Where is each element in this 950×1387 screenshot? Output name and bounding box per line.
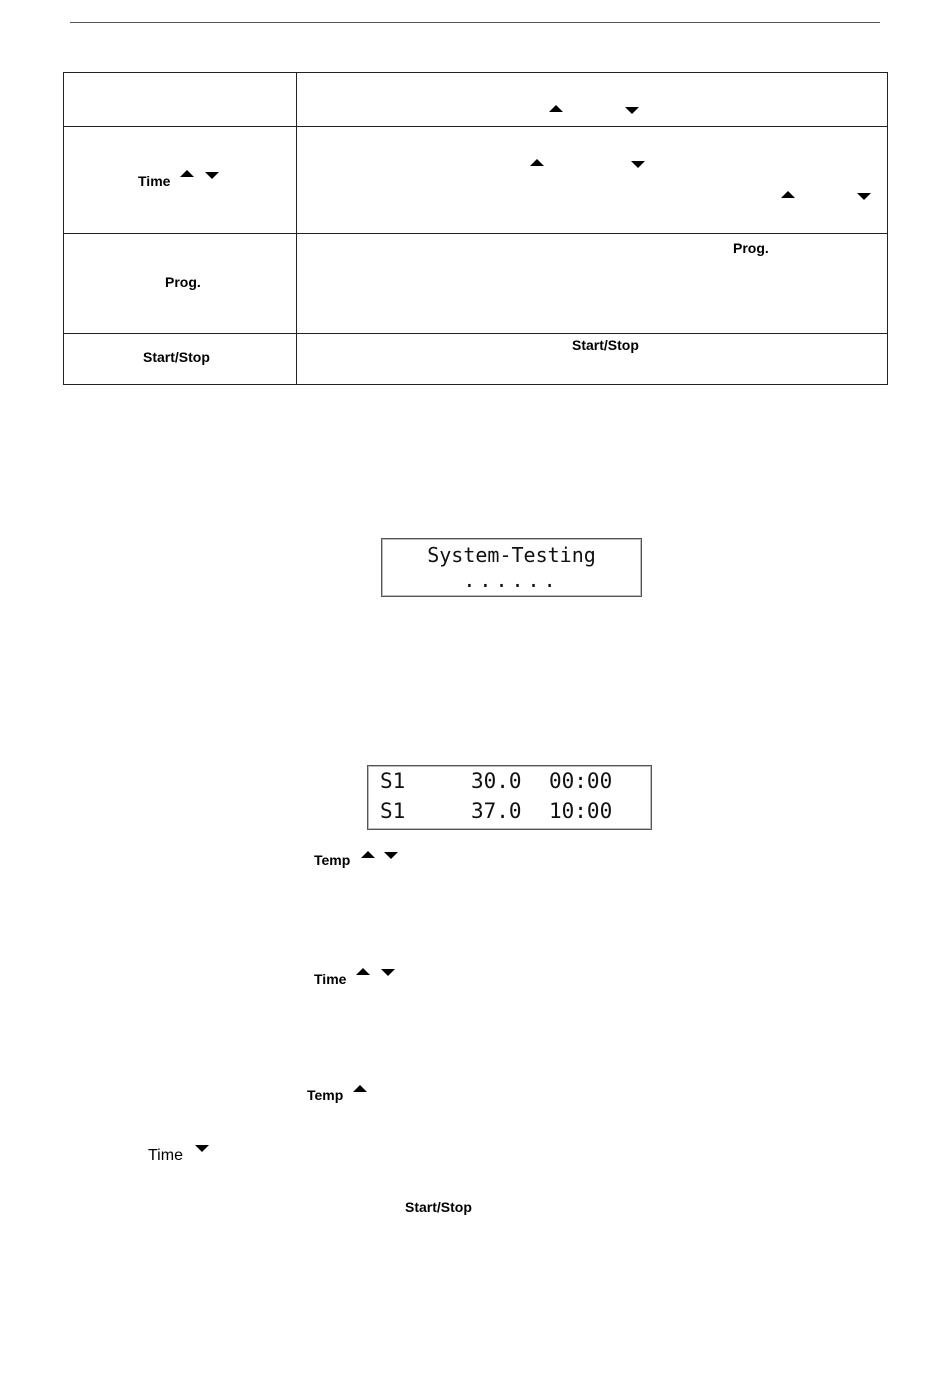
description-cell: [297, 73, 888, 127]
description-cell: [297, 234, 888, 334]
step-temp-label: Temp: [314, 852, 351, 868]
lcd-system-testing: [381, 538, 642, 597]
step-temp-label: Temp: [307, 1087, 344, 1103]
key-label-prog: Prog.: [165, 274, 201, 290]
key-cell: [64, 334, 297, 385]
lcd-time-actual: 00:00: [549, 769, 613, 793]
down-arrow-icon: [205, 172, 219, 179]
key-function-table: [63, 72, 888, 385]
key-label-start-stop: Start/Stop: [143, 349, 210, 365]
lcd-line-2: ......: [463, 568, 560, 592]
description-cell: [297, 334, 888, 385]
step-start-stop-label: Start/Stop: [405, 1199, 472, 1215]
step-time-label: Time: [148, 1147, 183, 1164]
up-arrow-icon: [356, 968, 370, 975]
key-cell: [64, 234, 297, 334]
down-arrow-icon: [384, 852, 398, 859]
down-arrow-icon: [857, 193, 871, 200]
up-arrow-icon: [549, 105, 563, 112]
down-arrow-icon: [631, 161, 645, 168]
description-cell: [297, 127, 888, 234]
table-row: [64, 334, 888, 385]
inline-key-prog: Prog.: [733, 240, 769, 256]
lcd-program-actual: S1: [380, 769, 406, 793]
key-cell: [64, 127, 297, 234]
lcd-run-status: [367, 765, 652, 830]
inline-key-start-stop: Start/Stop: [572, 337, 639, 353]
lcd-temp-actual: 30.0: [471, 769, 522, 793]
lcd-time-set: 10:00: [549, 799, 613, 823]
down-arrow-icon: [195, 1145, 209, 1152]
step-time-label: Time: [314, 971, 347, 987]
key-label-time: Time: [138, 173, 171, 189]
table-row: [64, 234, 888, 334]
table-row: [64, 127, 888, 234]
down-arrow-icon: [381, 969, 395, 976]
table-row: [64, 73, 888, 127]
header-rule: [70, 22, 880, 23]
up-arrow-icon: [361, 851, 375, 858]
up-arrow-icon: [353, 1085, 367, 1092]
key-cell: [64, 73, 297, 127]
lcd-line-1: System-Testing: [427, 543, 596, 567]
up-arrow-icon: [180, 170, 194, 177]
lcd-temp-set: 37.0: [471, 799, 522, 823]
down-arrow-icon: [625, 107, 639, 114]
up-arrow-icon: [530, 159, 544, 166]
up-arrow-icon: [781, 191, 795, 198]
lcd-program-set: S1: [380, 799, 406, 823]
